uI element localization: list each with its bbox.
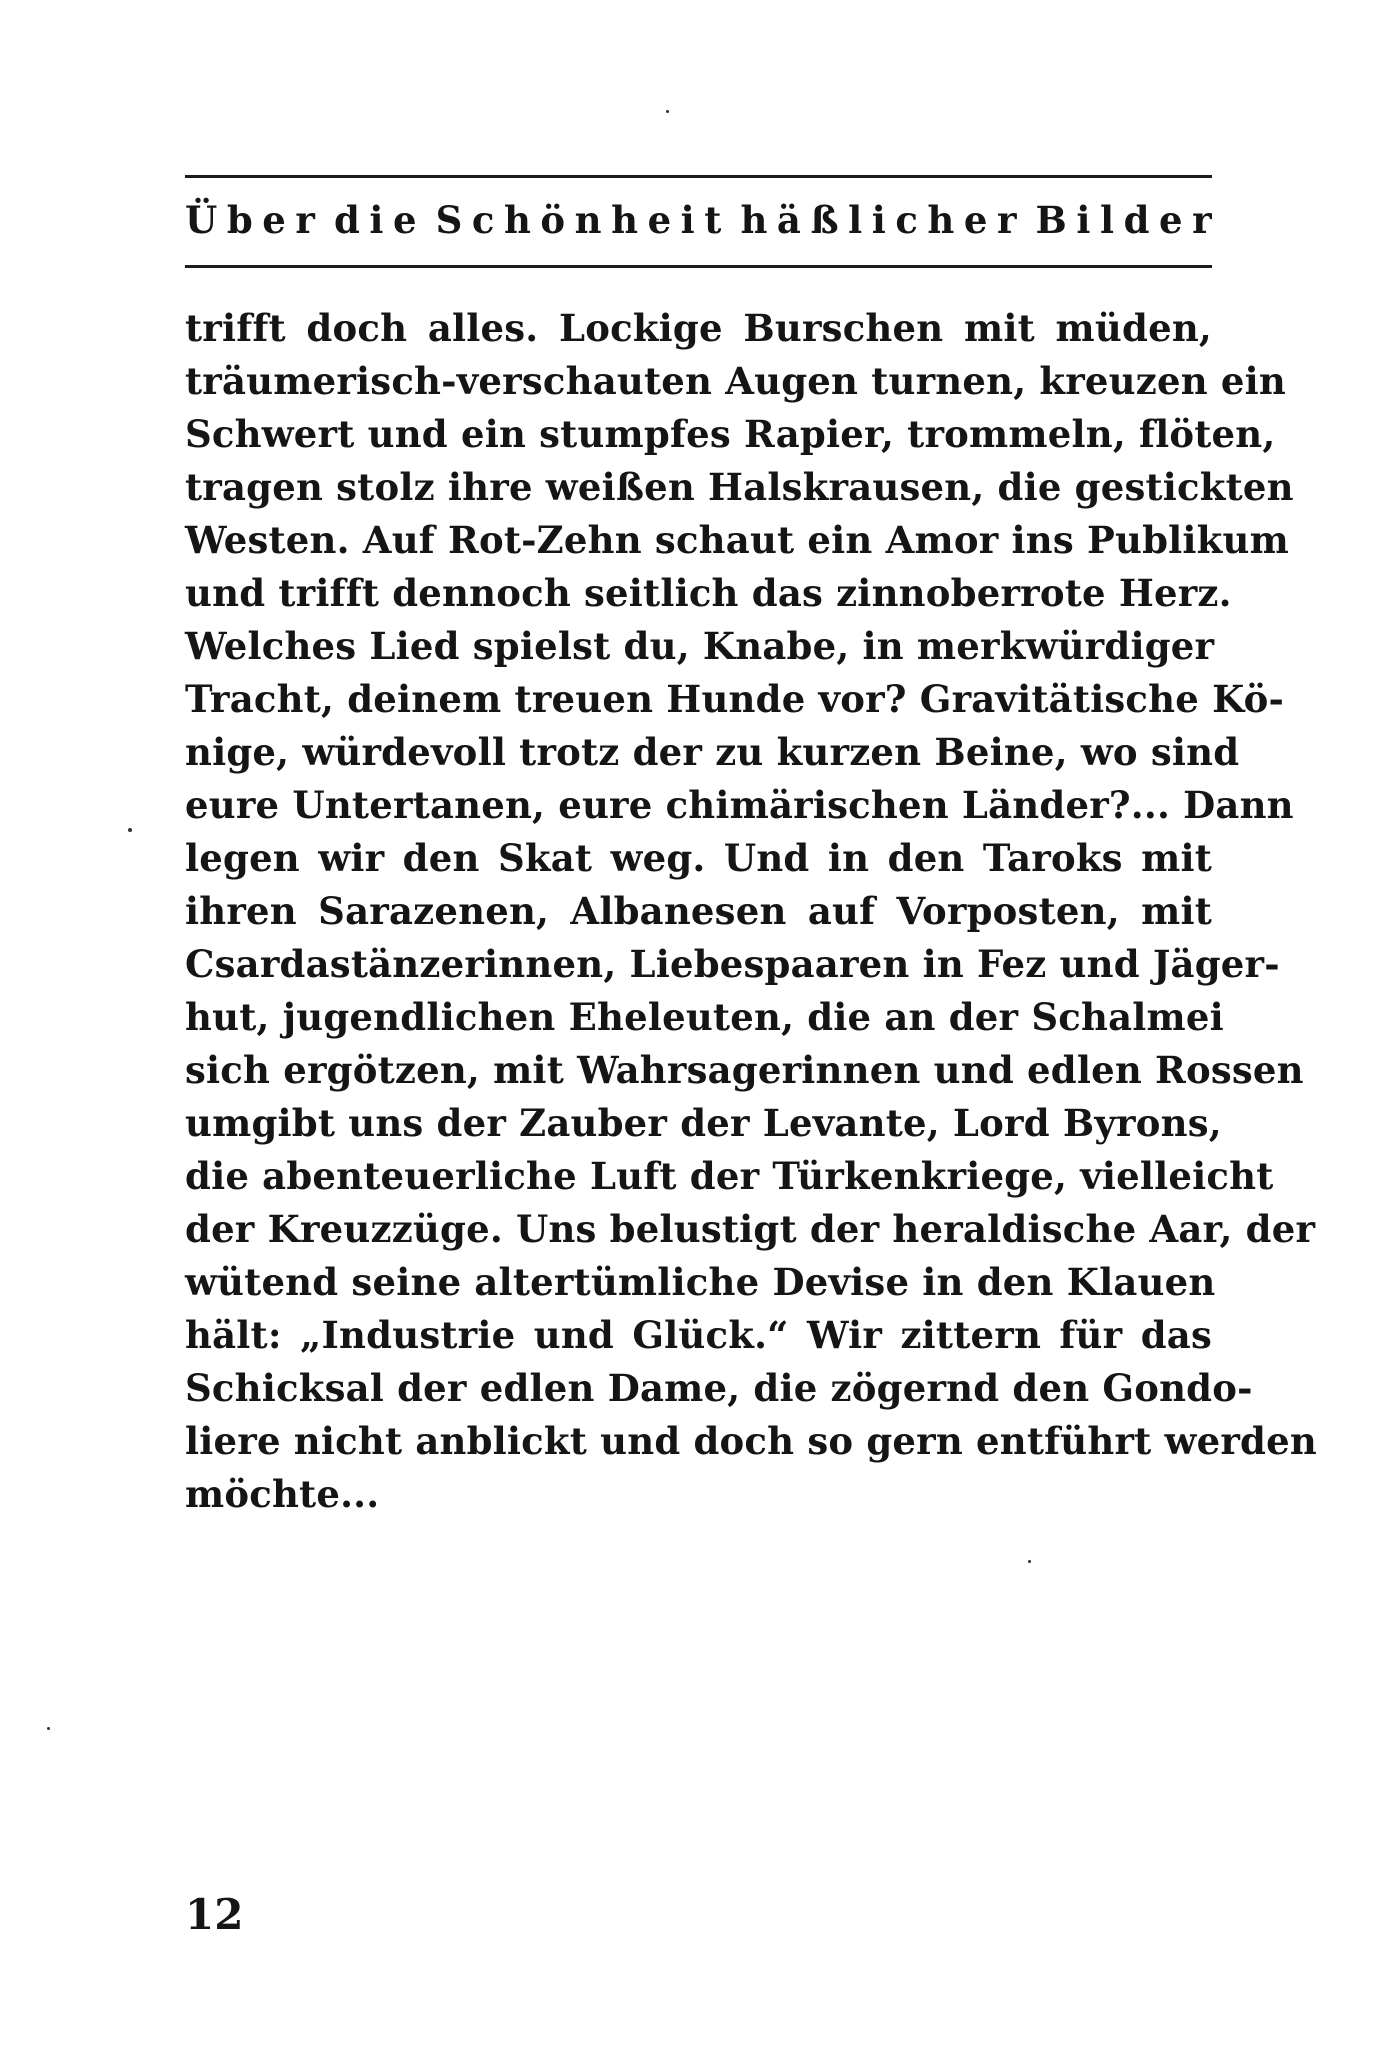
running-head-letter: r (1192, 198, 1212, 242)
text-line: umgibt uns der Zauber der Levante, Lord Byrons, (185, 1101, 1222, 1145)
running-head-letter: r (295, 198, 315, 242)
text-line: liere nicht anblickt und doch so gern entführt werden (185, 1419, 1317, 1463)
text-line: nige, würdevoll trotz der zu kurzen Beine, wo sind (185, 730, 1240, 774)
page-number: 12 (185, 1890, 244, 1939)
text-line: und trifft dennoch seitlich das zinnoberrote Herz. (185, 571, 1232, 615)
text-line: wütend seine altertümliche Devise in den Klauen (185, 1260, 1216, 1304)
text-line: Westen. Auf Rot-Zehn schaut ein Amor ins Publikum (185, 518, 1289, 562)
running-head-letter: e (1159, 198, 1183, 242)
running-head-letter: d (1123, 198, 1150, 242)
text-line: eure Untertanen, eure chimärischen Länder?... Dann (185, 783, 1294, 827)
speck (666, 110, 669, 113)
header-rule-top (185, 175, 1212, 178)
text-line: trifft doch alles. Lockige Burschen mit müden, (185, 306, 1212, 350)
header-rule-bottom (185, 265, 1212, 268)
running-head-letter: n (574, 198, 602, 242)
running-head-letter: l (848, 198, 863, 242)
running-head-letter: t (704, 198, 722, 242)
running-head-letter: i (871, 198, 886, 242)
text-line: hut, jugendlichen Eheleuten, die an der Schalmei (185, 995, 1224, 1039)
running-head-letter: e (262, 198, 286, 242)
running-head (185, 190, 1212, 250)
speck (47, 1727, 50, 1730)
speck (1028, 1560, 1031, 1563)
running-head-letter: S (435, 198, 463, 242)
text-line: Csardastänzerinnen, Liebespaaren in Fez und Jäger- (185, 942, 1280, 986)
running-head-letter: ö (540, 198, 566, 242)
running-head-letter: h (740, 198, 768, 242)
text-line: Tracht, deinem treuen Hunde vor? Gravitätische Kö- (185, 677, 1285, 721)
running-head-letter: e (392, 198, 417, 242)
running-head-letter: l (1099, 198, 1115, 242)
running-head-letter: h (927, 198, 955, 242)
text-line: sich ergötzen, mit Wahrsagerinnen und edlen Rossen (185, 1048, 1304, 1092)
speck (128, 828, 132, 832)
body-text (185, 302, 1317, 1521)
text-line: Welches Lied spielst du, Knabe, in merkwürdiger (185, 624, 1215, 668)
running-head-letter: b (226, 198, 253, 242)
running-head-letter: ß (810, 198, 839, 242)
text-line: hält: „Industrie und Glück.“ Wir zittern für das (185, 1313, 1212, 1357)
running-head-letter: i (1076, 198, 1091, 242)
text-line: träumerisch-verschauten Augen turnen, kreuzen ein (185, 359, 1286, 403)
text-line: Schicksal der edlen Dame, die zögernd den Gondo- (185, 1366, 1253, 1410)
text-line: der Kreuzzüge. Uns belustigt der heraldische Aar, der (185, 1207, 1316, 1251)
running-head-letter: Ü (185, 198, 218, 242)
text-line: tragen stolz ihre weißen Halskrausen, die gestickten (185, 465, 1294, 509)
running-head-letter: h (503, 198, 531, 242)
running-head-letter: i (369, 198, 384, 242)
running-head-letter: ä (776, 198, 801, 242)
running-head-letter: e (963, 198, 988, 242)
text-line: legen wir den Skat weg. Und in den Taroks mit (185, 836, 1212, 880)
running-head-letter: h (611, 198, 639, 242)
running-head-letter: e (647, 198, 672, 242)
running-head-letter: d (333, 198, 360, 242)
running-head-letter: c (471, 198, 495, 242)
text-line: möchte... (185, 1472, 380, 1516)
running-head-letter: B (1035, 198, 1067, 242)
text-line: ihren Sarazenen, Albanesen auf Vorposten, mit (185, 889, 1212, 933)
running-head-letter: c (895, 198, 918, 242)
running-head-letter: r (996, 198, 1017, 242)
text-line: Schwert und ein stumpfes Rapier, trommeln, flöten, (185, 412, 1276, 456)
text-line: die abenteuerliche Luft der Türkenkriege, vielleicht (185, 1154, 1274, 1198)
running-head-letter: i (680, 198, 695, 242)
